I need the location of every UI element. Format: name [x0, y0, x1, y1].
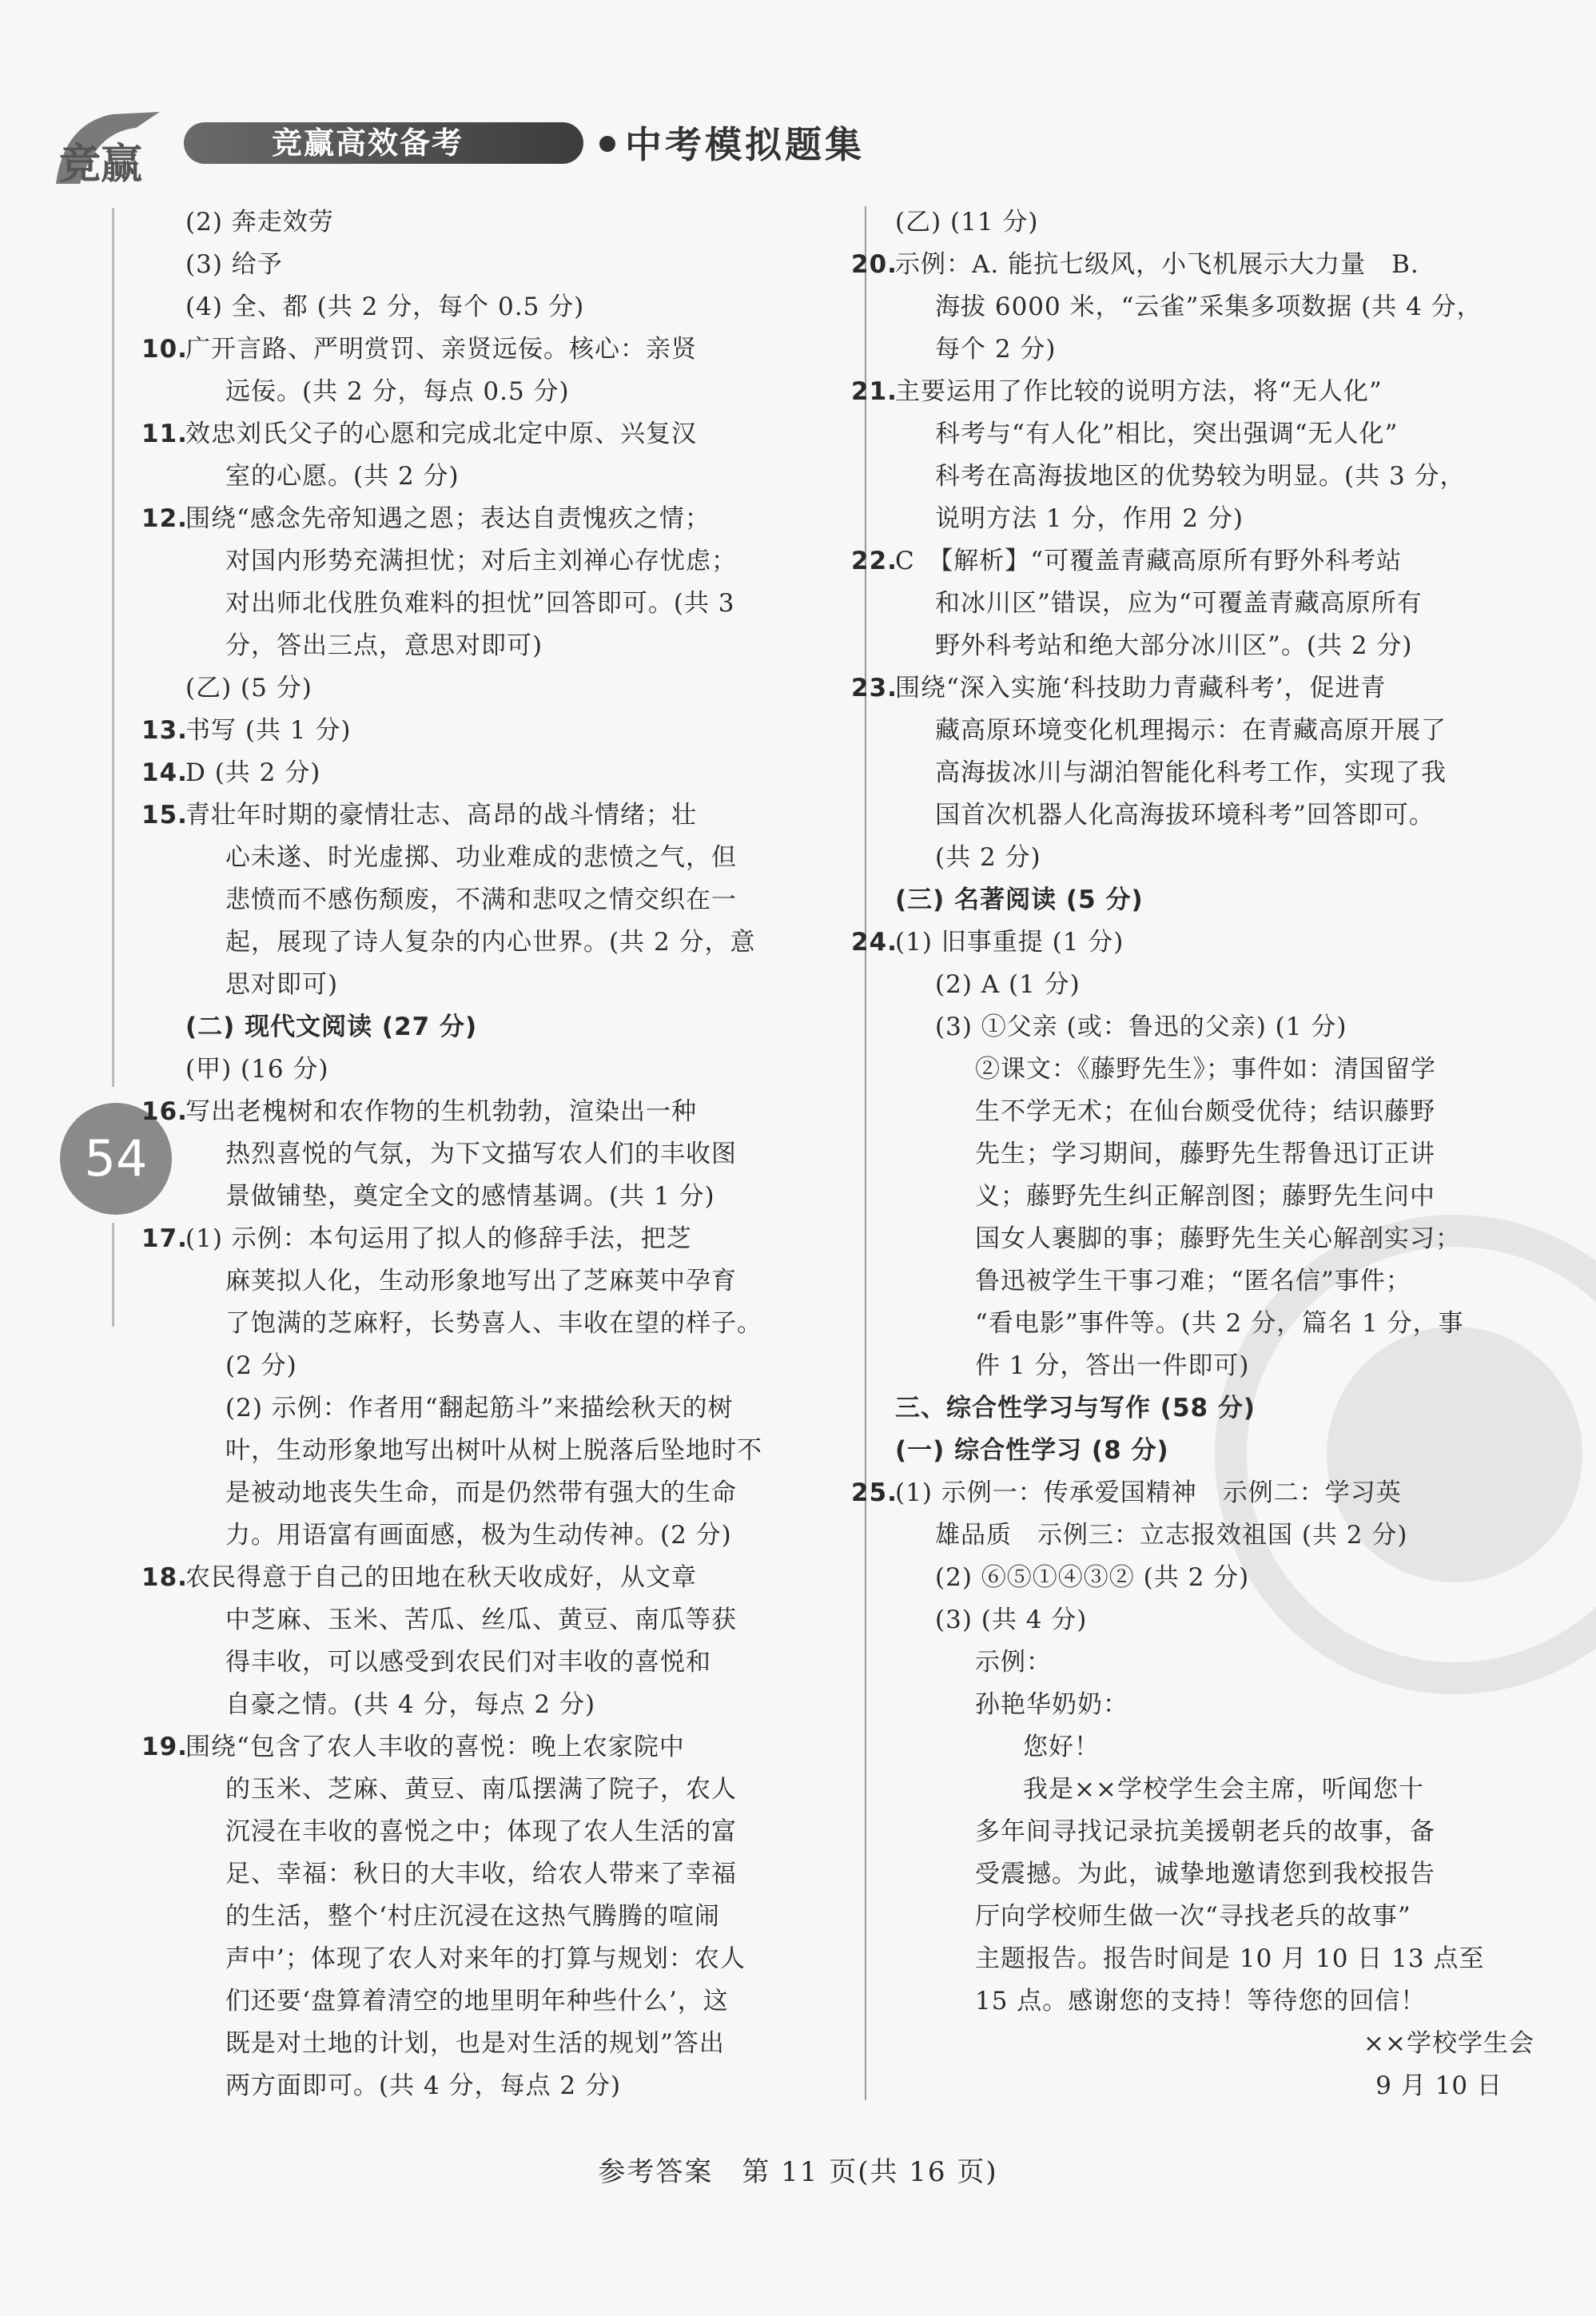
answer-text: 书写 (共 1 分): [185, 716, 352, 745]
answer-text: 足、幸福：秋日的大丰收，给农人带来了幸福: [225, 1860, 737, 1888]
answer-line: [141, 1091, 841, 1133]
answer-line: [185, 879, 841, 921]
answer-text: 分，答出三点，意思对即可): [225, 631, 543, 660]
answer-line: [895, 752, 1550, 794]
answer-text: 叶，生动形象地写出树叶从树上脱落后坠地时不: [225, 1436, 762, 1465]
answer-text: 对国内形势充满担忧；对后主刘禅心存忧虑；: [225, 547, 737, 575]
answer-line: [185, 1896, 841, 1938]
answer-line: [185, 1387, 841, 1430]
answer-text: 围绕“包含了农人丰收的喜悦：晚上农家院中: [185, 1733, 685, 1761]
answer-text: 受震撼。为此，诚挚地邀请您到我校报告: [975, 1860, 1435, 1888]
answer-text: C 【解析】“可覆盖青藏高原所有野外科考站: [895, 547, 1403, 575]
answer-text: (甲) (16 分): [185, 1055, 329, 1084]
answer-text: 农民得意于自己的田地在秋天收成好，从文章: [185, 1563, 697, 1592]
answer-line: [141, 328, 841, 371]
answer-line: [185, 1430, 841, 1472]
answer-line: [141, 752, 841, 794]
answer-text: D (共 2 分): [185, 758, 321, 787]
answer-text: 和冰川区”错误，应为“可覆盖青藏高原所有: [935, 589, 1423, 618]
answer-text: 您好！: [1023, 1733, 1100, 1761]
answer-line: [185, 1599, 841, 1641]
answer-text: “看电影”事件等。(共 2 分，篇名 1 分，事: [975, 1309, 1464, 1338]
answer-text: 围绕“感念先帝知遇之恩；表达自责愧疚之情；: [185, 504, 710, 533]
answer-line: [185, 1514, 841, 1557]
answer-line: [185, 201, 841, 244]
answer-text: (一) 综合性学习 (8 分): [895, 1436, 1169, 1465]
answer-text: (乙) (5 分): [185, 674, 312, 702]
answer-text: 对出师北伐胜负难料的担忧”回答即可。(共 3: [225, 589, 735, 618]
answer-text: 热烈喜悦的气氛，为下文描写农人们的丰收图: [225, 1140, 737, 1168]
question-number: 16.: [141, 1097, 188, 1126]
answer-line: [185, 1641, 841, 1684]
answer-line: [185, 1853, 841, 1896]
question-number: 10.: [141, 335, 188, 364]
answer-text: 高海拔冰川与湖泊智能化科考工作，实现了我: [935, 758, 1447, 787]
left-column: [141, 201, 841, 2107]
answer-line: [185, 1811, 841, 1853]
answer-line: [185, 1049, 841, 1091]
answer-text: 雄品质 示例三：立志报效祖国 (共 2 分): [935, 1521, 1408, 1550]
question-number: 12.: [141, 504, 188, 533]
answer-line: [851, 540, 1550, 583]
answer-line: [895, 201, 1550, 244]
answer-text: 中芝麻、玉米、苦瓜、丝瓜、黄豆、南瓜等获: [225, 1606, 737, 1634]
answer-line: [895, 1049, 1550, 1091]
answer-line: [185, 1938, 841, 1980]
question-number: 13.: [141, 716, 188, 745]
question-number: 18.: [141, 1563, 188, 1592]
answer-line: [141, 413, 841, 456]
answer-line: [185, 286, 841, 328]
question-number: 19.: [141, 1733, 188, 1761]
answer-text: 远佞。(共 2 分，每点 0.5 分): [225, 377, 570, 406]
question-number: 20.: [851, 250, 898, 279]
answer-line: [141, 1557, 841, 1599]
answer-text: 藏高原环境变化机理揭示：在青藏高原开展了: [935, 716, 1447, 745]
answer-line: [185, 371, 841, 413]
answer-line: [141, 1218, 841, 1260]
answer-line: [185, 667, 841, 710]
page-header: [48, 108, 879, 189]
answer-line: [185, 837, 841, 879]
answer-line: [895, 328, 1550, 371]
answer-text: 15 点。感谢您的支持！等待您的回信！: [975, 1987, 1427, 2016]
answer-text: (3) ①父亲 (或：鲁迅的父亲) (1 分): [935, 1013, 1347, 1041]
answer-line: [141, 710, 841, 752]
answer-text: (2) 示例：作者用“翻起筋斗”来描绘秋天的树: [225, 1394, 734, 1423]
answer-text: 三、综合性学习与写作 (58 分): [895, 1394, 1256, 1423]
answer-text: 多年间寻找记录抗美援朝老兵的故事，备: [975, 1817, 1435, 1846]
question-number: 21.: [851, 377, 898, 406]
answer-text: 心未遂、时光虚掷、功业难成的悲愤之气，但: [225, 843, 737, 872]
answer-line: [895, 1133, 1550, 1176]
left-margin-rule: [112, 1223, 114, 1327]
answer-text: (2) A (1 分): [935, 970, 1081, 999]
answer-line: [895, 286, 1550, 328]
question-number: 14.: [141, 758, 188, 787]
answer-text: 件 1 分，答出一件即可): [975, 1351, 1250, 1380]
bullet-dot: [599, 136, 615, 152]
answer-line: [895, 710, 1550, 752]
answer-line: [185, 1176, 841, 1218]
answer-line: [141, 498, 841, 540]
page-footer: 参考答案 第 11 页(共 16 页): [598, 2156, 998, 2188]
answer-text: 生不学无术；在仙台颇受优待；结识藤野: [975, 1097, 1435, 1126]
answer-line: [895, 794, 1550, 837]
answer-line: [895, 1811, 1550, 1853]
answer-line: [141, 794, 841, 837]
answer-line: [185, 456, 841, 498]
answer-line: [185, 1303, 841, 1345]
answer-text: 悲愤而不感伤颓废，不满和悲叹之情交织在一: [225, 885, 737, 914]
answer-text: 的生活，整个‘村庄沉浸在这热气腾腾的喧闹: [225, 1902, 720, 1931]
answer-line: [895, 1853, 1550, 1896]
answer-text: 国女人裹脚的事；藤野先生关心解剖实习；: [975, 1224, 1461, 1253]
question-number: 22.: [851, 547, 898, 575]
answer-text: 了饱满的芝麻籽，长势喜人、丰收在望的样子。: [225, 1309, 762, 1338]
answer-line: [895, 1980, 1550, 2023]
answer-text: (二) 现代文阅读 (27 分): [185, 1013, 478, 1041]
answer-line: [895, 583, 1550, 625]
answer-line: [185, 625, 841, 667]
answer-line: [185, 1260, 841, 1303]
watermark-icon: [1215, 1199, 1596, 1758]
answer-text: 先生；学习期间，藤野先生帮鲁迅订正讲: [975, 1140, 1435, 1168]
section-heading: [895, 879, 1550, 921]
logo-icon: [48, 108, 168, 196]
answer-text: 效忠刘氏父子的心愿和完成北定中原、兴复汉: [185, 420, 697, 448]
answer-text: 是被动地丧失生命，而是仍然带有强大的生命: [225, 1478, 737, 1507]
answer-text: 科考与“有人化”相比，突出强调“无人化”: [935, 420, 1399, 448]
question-number: 24.: [851, 928, 898, 957]
answer-line: [895, 1769, 1550, 1811]
answer-line: [851, 921, 1550, 964]
series-title: 中考模拟题集: [625, 123, 865, 166]
answer-text: 每个 2 分): [935, 335, 1057, 364]
answer-text: (4) 全、都 (共 2 分，每个 0.5 分): [185, 292, 585, 321]
answer-text: ②课文：《藤野先生》；事件如：清国留学: [975, 1055, 1436, 1084]
answer-text: 鲁迅被学生干事刁难；“匿名信”事件；: [975, 1267, 1411, 1295]
answer-text: 们还要‘盘算着清空的地里明年种些什么’，这: [225, 1987, 729, 2016]
answer-text: (1) 示例一：传承爱国精神 示例二：学习英: [895, 1478, 1402, 1507]
answer-text: 厅向学校师生做一次“寻找老兵的故事”: [975, 1902, 1411, 1931]
answer-line: [185, 2065, 841, 2107]
answer-text: 声中’；体现了农人对来年的打算与规划：农人: [225, 1944, 746, 1973]
answer-text: (2 分): [225, 1351, 297, 1380]
answer-text: 力。用语富有画面感，极为生动传神。(2 分): [225, 1521, 732, 1550]
answer-line: [895, 2023, 1550, 2065]
answer-text: 野外科考站和绝大部分冰川区”。(共 2 分): [935, 631, 1413, 660]
answer-text: 景做铺垫，奠定全文的感情基调。(共 1 分): [225, 1182, 715, 1211]
answer-line: [185, 1684, 841, 1726]
answer-text: 主题报告。报告时间是 10 月 10 日 13 点至: [975, 1944, 1485, 1973]
column-divider: [865, 206, 866, 2100]
answer-line: [185, 2023, 841, 2065]
answer-text: (3) (共 4 分): [935, 1606, 1088, 1634]
answer-text: 9 月 10 日: [1375, 2071, 1502, 2100]
answer-line: [895, 1091, 1550, 1133]
answer-text: 说明方法 1 分，作用 2 分): [935, 504, 1244, 533]
question-number: 15.: [141, 801, 188, 830]
section-heading: [185, 1006, 841, 1049]
answer-text: 的玉米、芝麻、黄豆、南瓜摆满了院子，农人: [225, 1775, 737, 1804]
question-number: 11.: [141, 420, 188, 448]
answer-text: 既是对土地的计划，也是对生活的规划”答出: [225, 2029, 725, 2058]
answer-line: [185, 1769, 841, 1811]
answer-text: 围绕“深入实施‘科技助力青藏科考’，促进青: [895, 674, 1387, 702]
answer-text: 义；藤野先生纠正解剖图；藤野先生问中: [975, 1182, 1435, 1211]
left-margin-rule: [112, 208, 114, 1087]
answer-text: (2) ⑥⑤①④③② (共 2 分): [935, 1563, 1250, 1592]
answer-text: (乙) (11 分): [895, 208, 1039, 237]
answer-line: [895, 1006, 1550, 1049]
question-number: 23.: [851, 674, 898, 702]
answer-text: 写出老槐树和农作物的生机勃勃，渲染出一种: [185, 1097, 697, 1126]
answer-text: 思对即可): [225, 970, 339, 999]
answer-line: [185, 244, 841, 286]
svg-text:竞赢: 竞赢: [59, 141, 143, 189]
answer-line: [185, 1980, 841, 2023]
answer-text: (共 2 分): [935, 843, 1041, 872]
answer-line: [895, 456, 1550, 498]
right-column: [851, 201, 1550, 2107]
answer-line: [895, 2065, 1550, 2107]
answer-text: (1) 旧事重提 (1 分): [895, 928, 1124, 957]
answer-line: [851, 667, 1550, 710]
answer-line: [895, 1896, 1550, 1938]
answer-text: ××学校学生会: [1363, 2029, 1534, 2058]
brand-band: 竞赢高效备考: [184, 122, 583, 164]
answer-line: [851, 244, 1550, 286]
answer-line: [895, 964, 1550, 1006]
answer-line: [895, 625, 1550, 667]
answer-line: [895, 837, 1550, 879]
answer-line: [895, 498, 1550, 540]
page-number-badge: 54: [60, 1103, 172, 1215]
answer-text: 孙艳华奶奶：: [975, 1690, 1128, 1719]
answer-line: [185, 1345, 841, 1387]
answer-text: (2) 奔走效劳: [185, 208, 334, 237]
answer-line: [185, 540, 841, 583]
answer-text: (三) 名著阅读 (5 分): [895, 885, 1144, 914]
answer-text: 起，展现了诗人复杂的内心世界。(共 2 分，意: [225, 928, 756, 957]
answer-text: 沉浸在丰收的喜悦之中；体现了农人生活的富: [225, 1817, 737, 1846]
answer-line: [895, 413, 1550, 456]
answer-text: 两方面即可。(共 4 分，每点 2 分): [225, 2071, 622, 2100]
answer-text: 我是××学校学生会主席，听闻您十: [1023, 1775, 1424, 1804]
answer-line: [185, 1133, 841, 1176]
answer-text: 科考在高海拔地区的优势较为明显。(共 3 分，: [935, 462, 1466, 491]
answer-text: 得丰收，可以感受到农民们对丰收的喜悦和: [225, 1648, 711, 1677]
answer-text: 麻荚拟人化，生动形象地写出了芝麻荚中孕育: [225, 1267, 737, 1295]
answer-text: 青壮年时期的豪情壮志、高昂的战斗情绪；壮: [185, 801, 697, 830]
answer-text: 海拔 6000 米，“云雀”采集多项数据 (共 4 分，: [935, 292, 1483, 321]
answer-text: 自豪之情。(共 4 分，每点 2 分): [225, 1690, 596, 1719]
answer-line: [185, 1472, 841, 1514]
answer-text: 示例：: [975, 1648, 1052, 1677]
answer-text: 国首次机器人化高海拔环境科考”回答即可。: [935, 801, 1435, 830]
answer-text: 广开言路、严明赏罚、亲贤远佞。核心：亲贤: [185, 335, 697, 364]
answer-text: (3) 给予: [185, 250, 283, 279]
answer-text: 室的心愿。(共 2 分): [225, 462, 460, 491]
answer-text: (1) 示例：本句运用了拟人的修辞手法，把芝: [185, 1224, 692, 1253]
answer-line: [141, 1726, 841, 1769]
answer-text: 示例：A. 能抗七级风，小飞机展示大力量 B.: [895, 250, 1419, 279]
question-number: 25.: [851, 1478, 898, 1507]
question-number: 17.: [141, 1224, 188, 1253]
answer-line: [185, 583, 841, 625]
answer-line: [185, 921, 841, 964]
answer-text: 主要运用了作比较的说明方法，将“无人化”: [895, 377, 1383, 406]
answer-line: [185, 964, 841, 1006]
answer-line: [895, 1938, 1550, 1980]
answer-line: [851, 371, 1550, 413]
